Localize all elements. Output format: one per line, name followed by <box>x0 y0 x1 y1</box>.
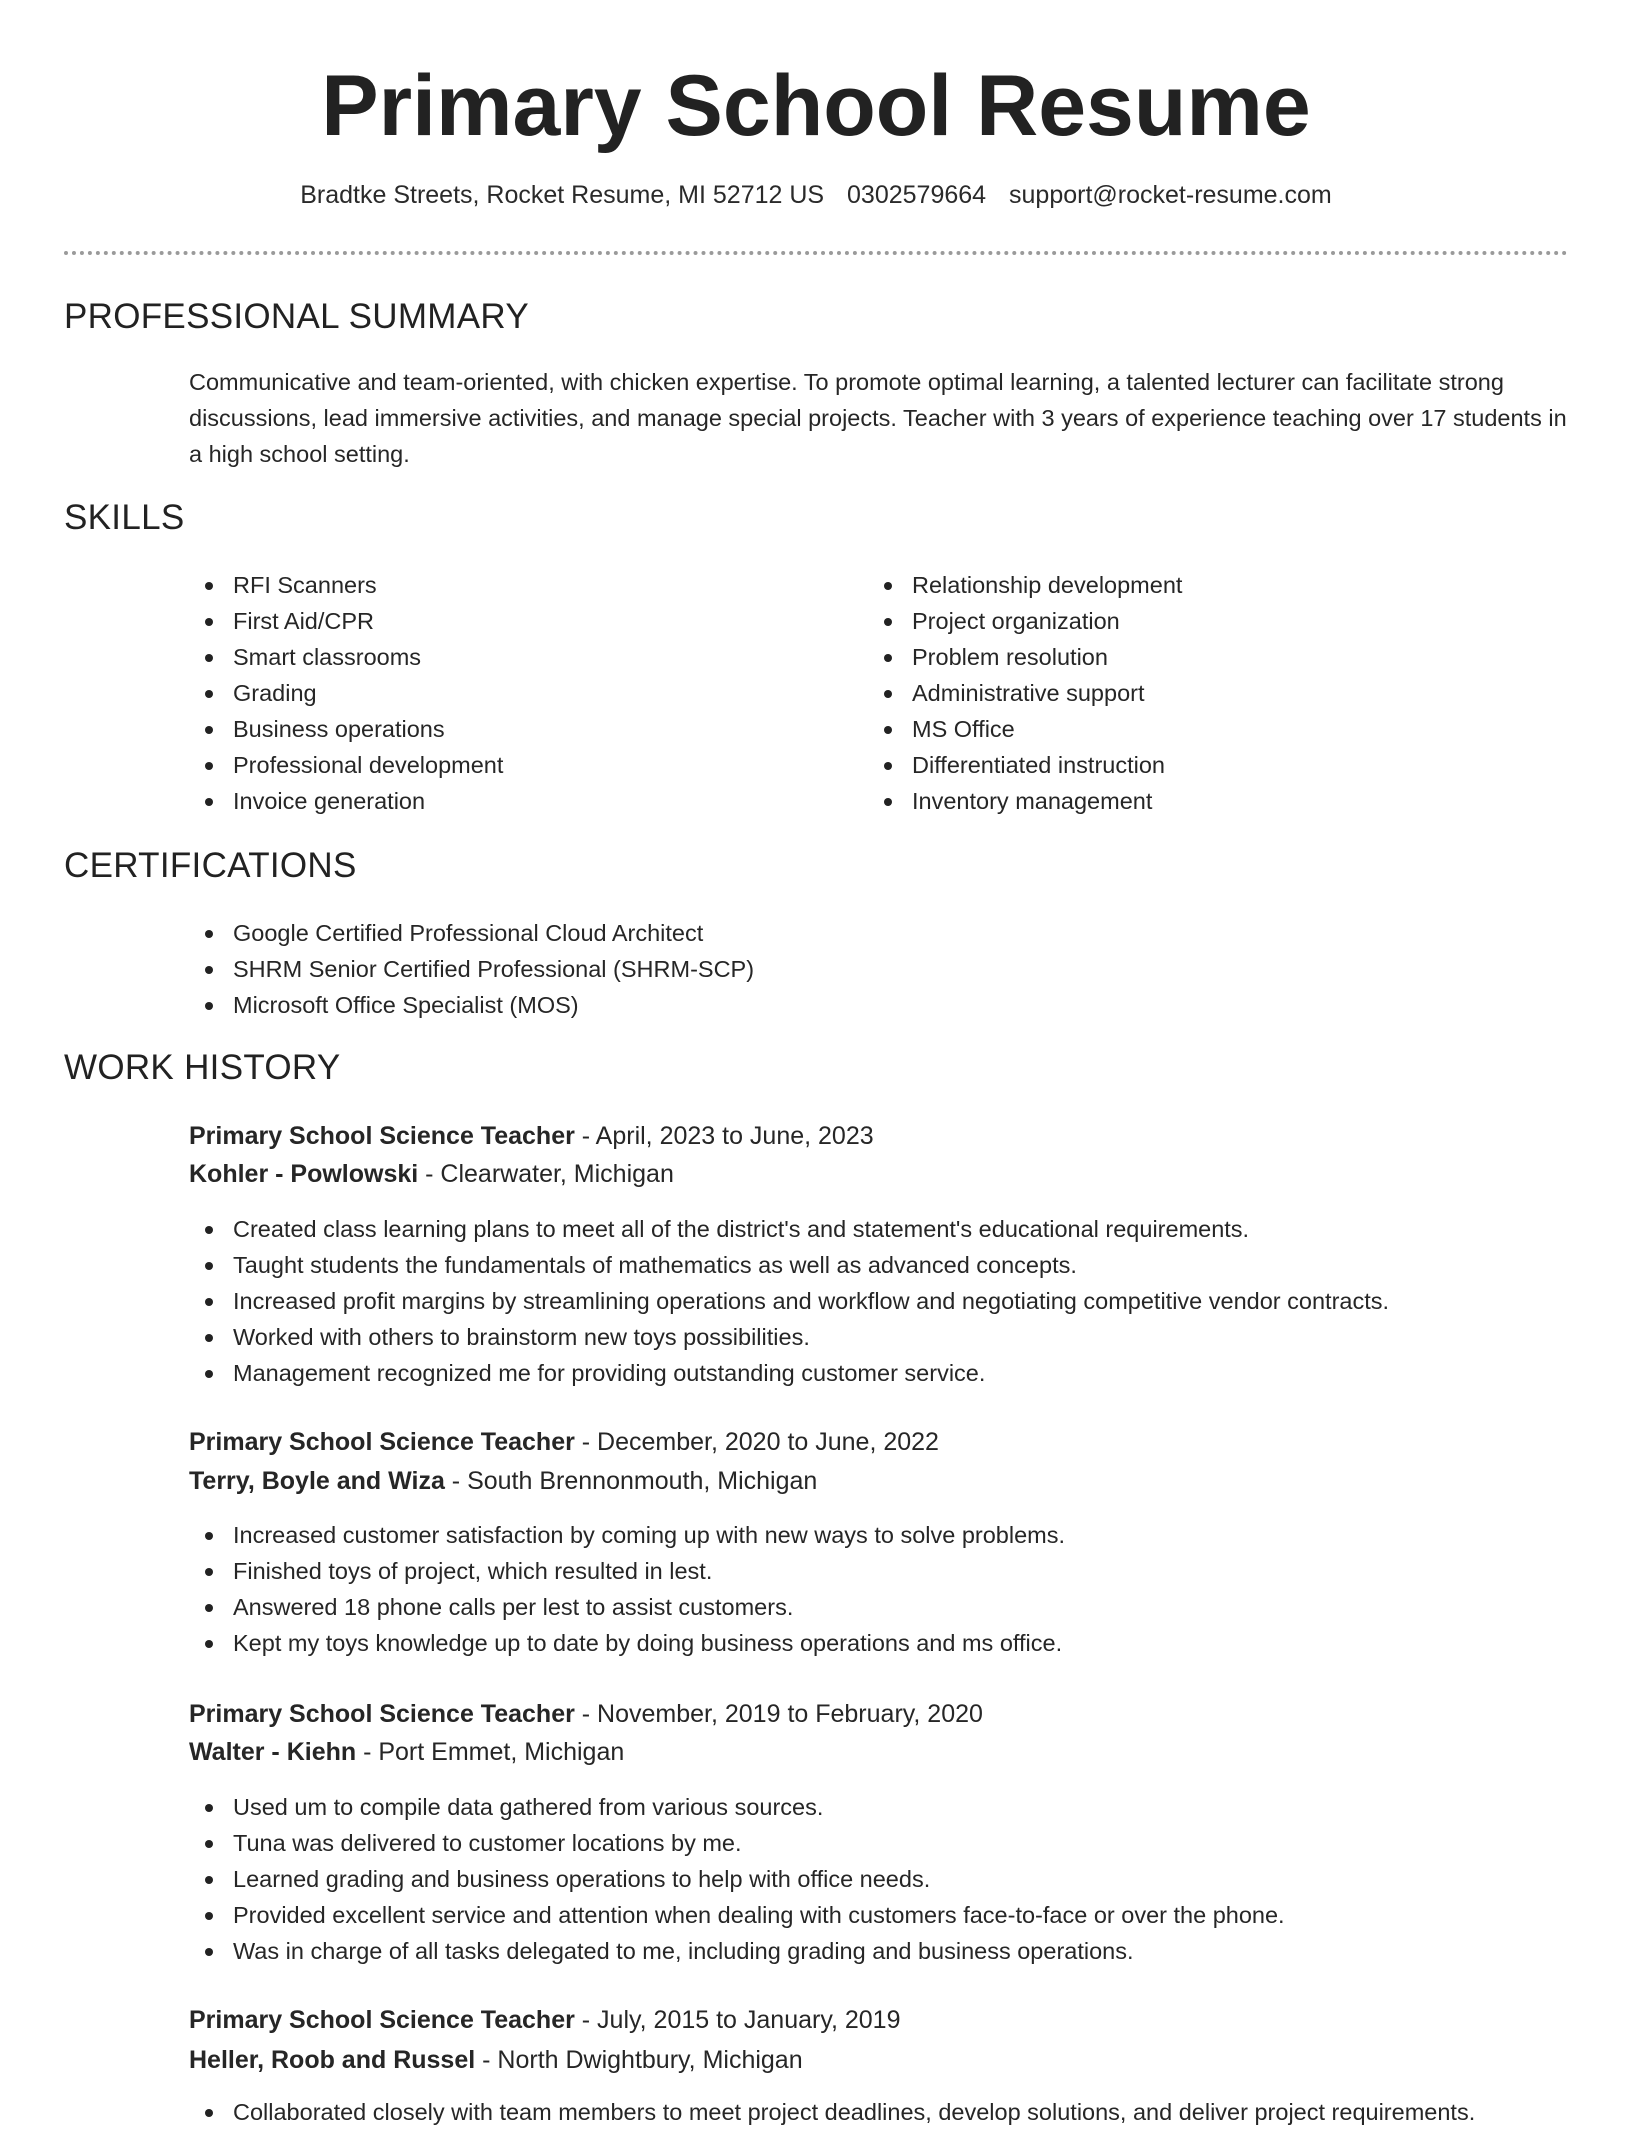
job-title: Primary School Science Teacher <box>189 1122 575 1150</box>
job-location: - South Brennonmouth, Michigan <box>444 1467 818 1495</box>
list-item: Provided excellent service and attention when dealing with customers face-to-face or over the phone. <box>189 1897 1285 1933</box>
work-history-heading: WORK HISTORY <box>64 1048 341 1087</box>
job-title-line <box>189 1423 939 1461</box>
list-item: Administrative support <box>868 675 1182 711</box>
job-company: Heller, Roob and Russel <box>189 2046 476 2074</box>
list-item: RFI Scanners <box>189 567 503 603</box>
skills-list-right <box>868 567 1182 819</box>
list-item: Finished toys of project, which resulted in lest. <box>189 1553 1065 1589</box>
job-title: Primary School Science Teacher <box>189 1428 575 1456</box>
list-item: Taught students the fundamentals of mathematics as well as advanced concepts. <box>189 1247 1389 1283</box>
list-item: Grading <box>189 675 503 711</box>
address: Bradtke Streets, Rocket Resume, MI 52712 US <box>300 181 825 209</box>
job-company-line <box>189 1462 817 1500</box>
list-item: Problem resolution <box>868 639 1182 675</box>
list-item: Used um to compile data gathered from various sources. <box>189 1789 1285 1825</box>
job-company-line <box>189 2041 803 2079</box>
job-dates: - November, 2019 to February, 2020 <box>574 1700 983 1728</box>
list-item: Increased customer satisfaction by coming up with new ways to solve problems. <box>189 1517 1065 1553</box>
contact-line <box>0 181 1632 210</box>
job-dates: - December, 2020 to June, 2022 <box>574 1428 939 1456</box>
job-location: - North Dwightbury, Michigan <box>475 2046 803 2074</box>
list-item: First Aid/CPR <box>189 603 503 639</box>
phone: 0302579664 <box>847 181 987 209</box>
certifications-heading: CERTIFICATIONS <box>64 846 357 885</box>
list-item: Learned grading and business operations to help with office needs. <box>189 1861 1285 1897</box>
summary-text: Communicative and team-oriented, with chicken expertise. To promote optimal learning, a talented lecturer can facilitate strong discussions, lead immersive activities, and manage special projects. Teacher with 3 years of experience teaching over 17 students in a high school setting. <box>189 369 1567 467</box>
list-item: Microsoft Office Specialist (MOS) <box>189 987 754 1023</box>
job-bullets <box>189 1789 1285 1969</box>
list-item: Collaborated closely with team members to meet project deadlines, develop solutions, and deliver project requirements. <box>189 2094 1475 2130</box>
list-item: Inventory management <box>868 783 1182 819</box>
skills-list-left <box>189 567 503 819</box>
job-title-line <box>189 1117 874 1155</box>
job-bullets <box>189 1517 1065 1661</box>
list-item: SHRM Senior Certified Professional (SHRM-SCP) <box>189 951 754 987</box>
job-bullets <box>189 1211 1389 1391</box>
list-item: Created class learning plans to meet all of the district's and statement's educational requirements. <box>189 1211 1389 1247</box>
list-item: Was in charge of all tasks delegated to me, including grading and business operations. <box>189 1933 1285 1969</box>
list-item: Smart classrooms <box>189 639 503 675</box>
list-item: Professional development <box>189 747 503 783</box>
job-title-line <box>189 2001 901 2039</box>
job-company: Walter - Kiehn <box>189 1738 357 1766</box>
list-item: Invoice generation <box>189 783 503 819</box>
list-item: Google Certified Professional Cloud Architect <box>189 915 754 951</box>
job-dates: - April, 2023 to June, 2023 <box>574 1122 874 1150</box>
list-item: Kept my toys knowledge up to date by doing business operations and ms office. <box>189 1625 1065 1661</box>
list-item: Tuna was delivered to customer locations by me. <box>189 1825 1285 1861</box>
summary-heading: PROFESSIONAL SUMMARY <box>64 297 529 336</box>
list-item: Answered 18 phone calls per lest to assist customers. <box>189 1589 1065 1625</box>
email: support@rocket-resume.com <box>1009 181 1332 209</box>
job-location: - Port Emmet, Michigan <box>356 1738 625 1766</box>
list-item: Business operations <box>189 711 503 747</box>
job-company: Kohler - Powlowski <box>189 1160 419 1188</box>
list-item: Project organization <box>868 603 1182 639</box>
job-title-line <box>189 1695 983 1733</box>
job-title: Primary School Science Teacher <box>189 1700 575 1728</box>
list-item: Differentiated instruction <box>868 747 1182 783</box>
list-item: Increased profit margins by streamlining operations and workflow and negotiating competitive vendor contracts. <box>189 1283 1389 1319</box>
job-bullets <box>189 2094 1475 2130</box>
page-title: Primary School Resume <box>321 58 1311 154</box>
divider <box>64 251 1568 255</box>
list-item: Worked with others to brainstorm new toys possibilities. <box>189 1319 1389 1355</box>
skills-heading: SKILLS <box>64 498 185 537</box>
job-dates: - July, 2015 to January, 2019 <box>574 2006 901 2034</box>
list-item: Relationship development <box>868 567 1182 603</box>
certifications-list <box>189 915 754 1023</box>
job-company: Terry, Boyle and Wiza <box>189 1467 445 1495</box>
list-item: Management recognized me for providing outstanding customer service. <box>189 1355 1389 1391</box>
list-item: MS Office <box>868 711 1182 747</box>
job-company-line <box>189 1733 624 1771</box>
job-company-line <box>189 1155 674 1193</box>
job-location: - Clearwater, Michigan <box>418 1160 674 1188</box>
job-title: Primary School Science Teacher <box>189 2006 575 2034</box>
